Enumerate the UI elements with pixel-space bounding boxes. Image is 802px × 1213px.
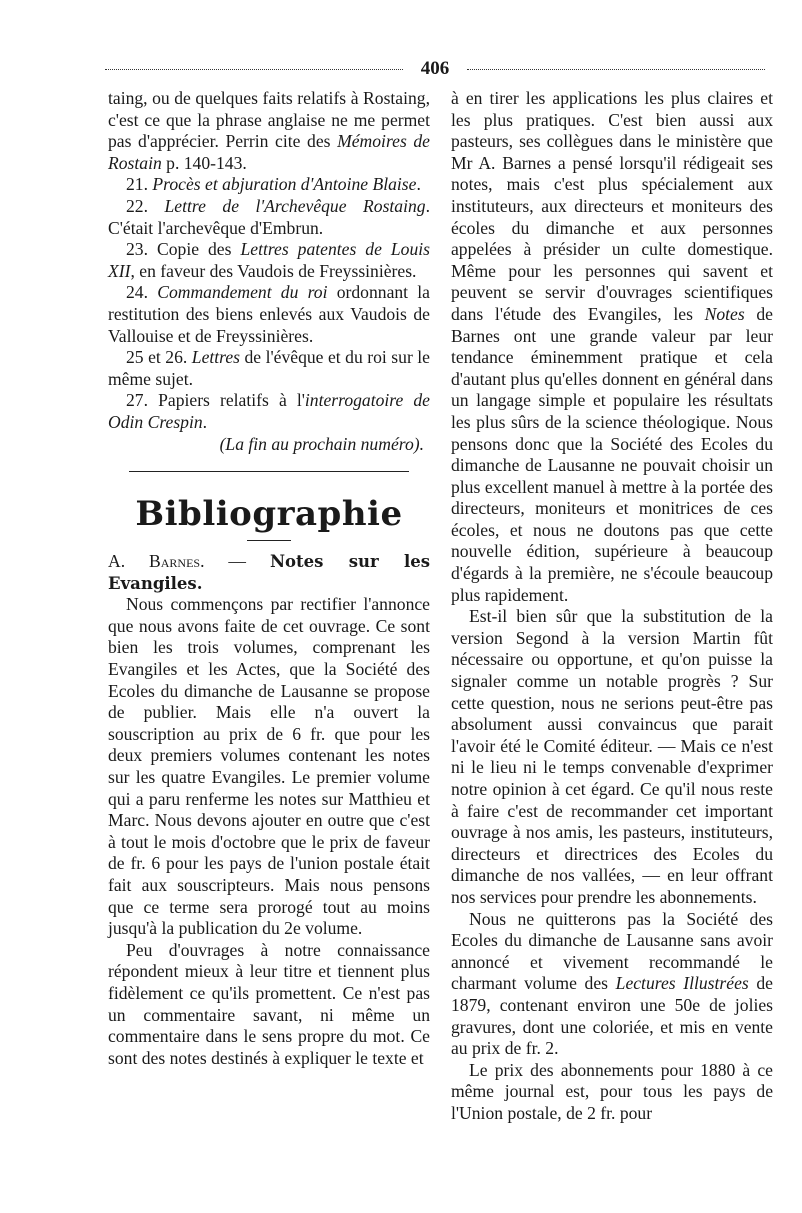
- list-item: 27. Papiers relatifs à l'interrogatoire de Odin Crespin.: [108, 390, 430, 432]
- reference-title: Mémoires de Rostain: [108, 131, 430, 173]
- book-title: Notes sur les Evangiles.: [108, 552, 430, 593]
- body-paragraph: Nous commençons par rectifier l'annonce que nous avons faite de cet ouvrage. Ce sont bien les trois volumes, comprenant les Evangiles et les Actes, que la Société des Ecoles du dimanche de Lausanne se propose de publier. Mais elle n'a ouvert la souscription au prix de 6 fr. que pour les deux premiers volumes contenant les notes sur les quatre Evangiles. Le premier volume qui a paru renferme les notes sur Matthieu et Marc. Nous devons ajouter en outre que c'est à tout le mois d'octobre que le prix de faveur de fr. 6 pour les pays de l'union postale était fait aux souscripteurs. Mais nous pensons que ce terme sera prorogé tout au moins jusqu'à la publication du 2e volume.: [108, 594, 430, 939]
- header-rule-right: [467, 69, 765, 70]
- list-item: 25 et 26. Lettres de l'évêque et du roi sur le même sujet.: [108, 347, 430, 389]
- page-header: [105, 58, 765, 80]
- right-column: [451, 88, 773, 1125]
- section-divider: [129, 471, 409, 472]
- list-item: 21. Procès et abjuration d'Antoine Blaise.: [126, 174, 421, 195]
- body-paragraph: Nous ne quitterons pas la Société des Ecoles du dimanche de Lausanne sans avoir annoncé et vivement recommandé le charmant volume des Lectures Illustrées de 1879, contenant environ une 50e de jolies gravures, dont une coloriée, et mis en vente au prix de fr. 2.: [451, 908, 773, 1059]
- body-paragraph: Peu d'ouvrages à notre connaissance répondent mieux à leur titre et tiennent plus fidèlement ce qu'ils promettent. Ce n'est pas un commentaire savant, ni même un commentaire dans le sens propre du mot. Ce sont des notes destinés à expliquer le texte et: [108, 939, 430, 1068]
- book-author: A. Barnes.: [108, 551, 205, 572]
- list-item: 23. Copie des Lettres patentes de Louis XII, en faveur des Vaudois de Freyssinières.: [108, 239, 431, 281]
- body-paragraph: Le prix des abonnements pour 1880 à ce même journal est, pour tous les pays de l'Union postale, de 2 fr. pour: [451, 1059, 773, 1123]
- title-underline: [247, 540, 291, 541]
- left-column: [108, 88, 430, 1069]
- body-paragraph: Est-il bien sûr que la substitution de la version Segond à la version Martin fût nécessaire ou opportune, et qu'on puisse la signaler comme un notable progrès ? Sur cette question, nous ne serions peut-être pas absolument aussi convaincus que parait l'avoir été le Comité éditeur. — Mais ce n'est ni le lieu ni le temps convenable d'exprimer notre opinion à cet égard. Ce qu'il nous reste à faire c'est de recommander cet important ouvrage à nos amis, les pasteurs, instituteurs, directeurs et directrices des Ecoles du dimanche de nos vallées, — en leur offrant nos services pour prendre les abonnements.: [451, 606, 773, 907]
- list-item: 22. Lettre de l'Archevêque Rostaing. C'était l'archevêque d'Embrun.: [108, 195, 430, 238]
- page-number: 406: [420, 58, 450, 79]
- section-title: Bibliographie: [135, 494, 403, 535]
- book-heading: A. Barnes. — Notes sur les Evangiles.: [108, 551, 430, 593]
- body-paragraph: à en tirer les applications les plus claires et les plus pratiques. C'est bien aussi aux pasteurs, ses collègues dans le ministère que Mr A. Barnes a pensé lorsqu'il rédigeait ses notes, mais c'est plus spécialement aux instituteurs, aux directeurs et moniteurs des écoles du dimanche et aux personnes appelées à présider un culte domestique. Même pour les personnes qui savent et peuvent se servir d'ouvrages scientifiques dans l'étude des Evangiles, les Notes de Barnes ont une grande valeur par leur tendance éminemment pratique et cela d'autant plus qu'elles donnent en général dans un langage simple et populaire les résultats les plus sûrs de la science théologique. Nous pensons donc que la Société des Ecoles du dimanche de Lausanne ne pouvait choisir un plus excellent manuel à mettre à la portée des directeurs, moniteurs et monitrices de ces écoles, et nous ne doutons pas que cette nouvelle édition, supérieure à beaucoup d'égards à la première, ne s'écoule beaucoup plus rapidement.: [451, 88, 773, 605]
- list-item: 24. Commandement du roi ordonnant la restitution des biens enlevés aux Vaudois de Vallouise et de Freyssinières.: [108, 282, 430, 346]
- header-rule-left: [105, 69, 403, 70]
- to-be-continued-note: (La fin au prochain numéro).: [219, 433, 424, 454]
- continuation-paragraph: taing, ou de quelques faits relatifs à Rostaing, c'est ce que la phrase anglaise ne me permet pas d'apprécier. Perrin cite des Mémoires de Rostain p. 140-143.: [108, 88, 430, 173]
